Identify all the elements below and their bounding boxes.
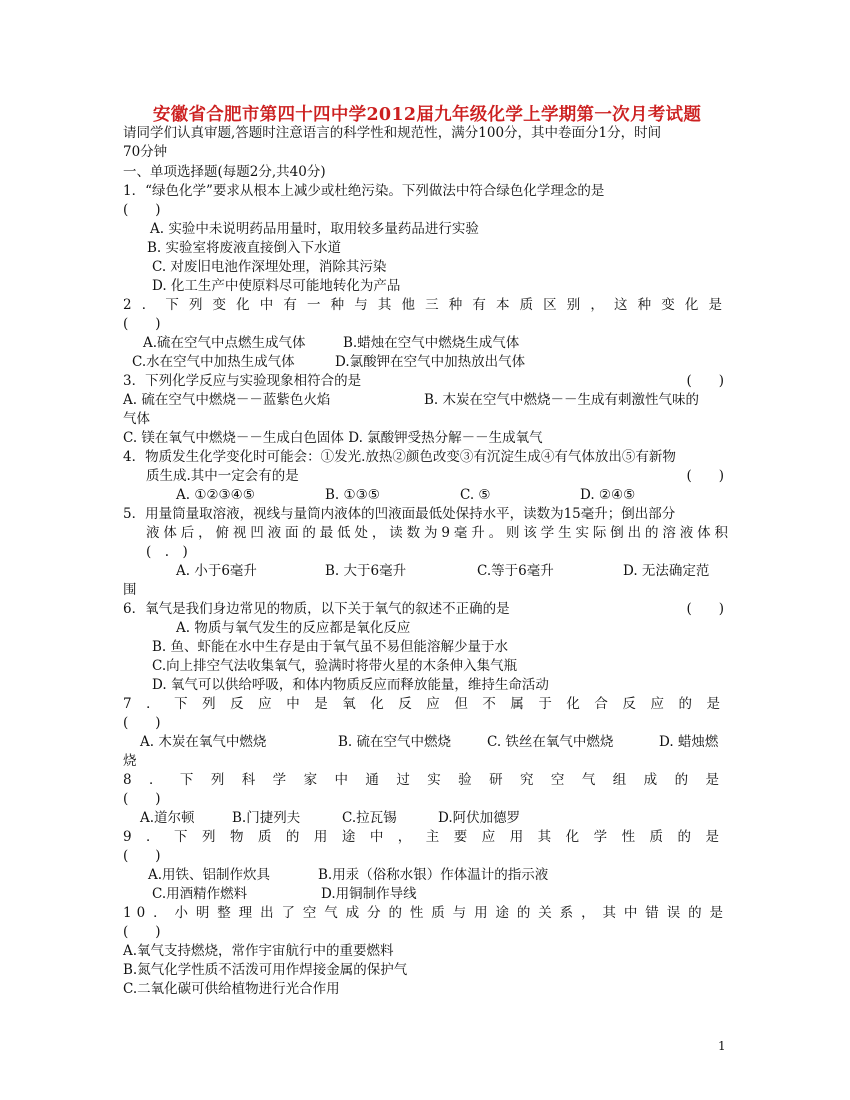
q3-option-b-cont: 气体 <box>123 411 150 427</box>
q7-stem: 7．下列反应中是氧化反应但不属于化合反应的是 <box>123 696 728 712</box>
q2-option-a: A.硫在空气中点燃生成气体 <box>143 335 306 351</box>
q9-options-row2 <box>123 885 728 903</box>
q9-options-row1 <box>123 866 728 884</box>
q2-option-d: D.氯酸钾在空气中加热放出气体 <box>335 354 526 370</box>
q8-options <box>123 809 728 827</box>
q4-stem-1: 4．物质发生化学变化时可能会：①发光.放热②颜色改变③有沉淀生成④有气体放出⑤有新物 <box>123 449 676 465</box>
q10-paren: ( ) <box>123 924 161 940</box>
q7-options-row <box>123 733 728 751</box>
q9-option-b: B.用汞（俗称水银）作体温计的指示液 <box>318 867 549 883</box>
q2-options-row2 <box>123 353 728 371</box>
q1-stem: 1．“绿色化学”要求从根本上减少或杜绝污染。下列做法中符合绿色化学理念的是 <box>123 183 605 199</box>
q2-options-cd <box>123 353 728 371</box>
q5-options <box>123 562 728 580</box>
q5-stem-1: 5．用量筒量取溶液，视线与量筒内液体的凹液面最低处保持水平，读数为15毫升；倒出部分 <box>123 506 676 522</box>
q10-stem: 10．小明整理出了空气成分的性质与用途的关系，其中错误的是 <box>123 905 728 921</box>
q6-paren: ( ) <box>686 601 724 617</box>
q3-stem: 3．下列化学反应与实验现象相符合的是 <box>123 373 362 389</box>
q6-option-c: C.向上排空气法收集氧气，验满时将带火星的木条伸入集气瓶 <box>152 658 518 674</box>
q8-option-a: A.道尔顿 <box>140 810 195 826</box>
q4-options-row <box>123 486 728 504</box>
q7-options <box>123 733 728 751</box>
q4-stem-2: 质生成.其中一定会有的是 <box>146 468 299 484</box>
q7-paren: ( ) <box>123 715 161 731</box>
section-heading: 一、单项选择题(每题2分,共40分) <box>123 164 326 180</box>
q3-options-row1 <box>123 391 728 409</box>
q6-option-d: D. 氧气可以供给呼吸，和体内物质反应而释放能量，维持生命活动 <box>152 677 549 693</box>
q5-option-d: D. 无法确定范 <box>623 563 710 579</box>
q8-option-c: C.拉瓦锡 <box>342 810 397 826</box>
q8-option-d: D.阿伏加德罗 <box>438 810 521 826</box>
q3-row <box>123 372 728 390</box>
q2-options-ab <box>123 334 728 352</box>
q7-option-d-cont: 烧 <box>123 753 137 769</box>
q7-option-c: C. 铁丝在氧气中燃烧 <box>487 734 614 750</box>
q10-option-a: A.氧气支持燃烧，常作宇宙航行中的重要燃料 <box>123 943 394 959</box>
intro-line-2: 70分钟 <box>123 144 168 160</box>
q6-stem: 6．氧气是我们身边常见的物质，以下关于氧气的叙述不正确的是 <box>123 601 510 617</box>
q9-options-cd <box>123 885 728 903</box>
q3-paren: ( ) <box>686 373 724 389</box>
q9-paren: ( ) <box>123 848 161 864</box>
q5-option-c: C.等于6毫升 <box>477 563 554 579</box>
q9-option-d: D.用铜制作导线 <box>321 886 417 902</box>
q2-option-c: C.水在空气中加热生成气体 <box>132 354 295 370</box>
q2-stem: 2．下列变化中有一种与其他三种有本质区别，这种变化是 <box>123 297 728 313</box>
q6-row <box>123 600 728 618</box>
q8-options-row <box>123 809 728 827</box>
q4-option-b: B. ①③⑤ <box>325 487 380 503</box>
q4-option-a: A. ①②③④⑤ <box>176 487 255 503</box>
q5-stem-2: 液体后，俯视凹液面的最低处，读数为9毫升。则该学生实际倒出的溶液体积 <box>146 525 728 541</box>
q7-option-a: A. 木炭在氧气中燃烧 <box>140 734 267 750</box>
q4-paren: ( ) <box>686 468 724 484</box>
q5-option-d-cont: 围 <box>123 582 137 598</box>
q4-option-d: D. ②④⑤ <box>580 487 636 503</box>
q6-option-b: B. 鱼、虾能在水中生存是由于氧气虽不易但能溶解少量于水 <box>152 639 509 655</box>
q10-option-c: C.二氧化碳可供给植物进行光合作用 <box>123 981 340 997</box>
q7-option-b: B. 硫在空气中燃烧 <box>338 734 452 750</box>
q9-stem: 9．下列物质的用途中，主要应用其化学性质的是 <box>123 829 728 845</box>
q4-options <box>123 486 728 504</box>
q2-option-b: B.蜡烛在空气中燃烧生成气体 <box>343 335 520 351</box>
q8-stem: 8．下列科学家中通过实验研究空气组成的是 <box>123 772 728 788</box>
q9-option-a: A.用铁、铝制作炊具 <box>148 867 271 883</box>
q4-row <box>123 467 728 485</box>
q1-option-c: C. 对废旧电池作深埋处理，消除其污染 <box>152 259 387 275</box>
q8-paren: ( ) <box>123 791 161 807</box>
q4-option-c: C. ⑤ <box>460 487 491 503</box>
q1-paren: ( ) <box>123 202 161 218</box>
q6-option-a: A. 物质与氧气发生的反应都是氧化反应 <box>176 620 411 636</box>
q10-option-b: B.氮气化学性质不活泼可用作焊接金属的保护气 <box>123 962 408 978</box>
q1-option-a: A. 实验中未说明药品用量时，取用较多量药品进行实验 <box>150 221 479 237</box>
q7-option-d: D. 蜡烛燃 <box>659 734 719 750</box>
q3-option-b: B. 木炭在空气中燃烧－－生成有刺激性气味的 <box>424 392 700 408</box>
exam-title: 安徽省合肥市第四十四中学2012届九年级化学上学期第一次月考试题 <box>152 105 702 125</box>
q2-options-row1 <box>123 334 728 352</box>
q1-option-d: D. 化工生产中使原料尽可能地转化为产品 <box>152 278 401 294</box>
q5-option-b: B. 大于6毫升 <box>325 563 407 579</box>
q1-option-b: B. 实验室将废液直接倒入下水道 <box>147 240 342 256</box>
q3-options-cd: C. 镁在氧气中燃烧－－生成白色固体 D. 氯酸钾受热分解－－生成氧气 <box>123 430 543 446</box>
q9-options-ab <box>123 866 728 884</box>
q2-paren: ( ) <box>123 316 161 332</box>
q3-option-a: A. 硫在空气中燃烧－－蓝紫色火焰 <box>123 392 331 408</box>
q5-options-row <box>123 562 728 580</box>
q8-option-b: B.门捷列夫 <box>232 810 301 826</box>
q5-option-a: A. 小于6毫升 <box>176 563 257 579</box>
intro-line-1: 请同学们认真审题,答题时注意语言的科学性和规范性，满分100分，其中卷面分1分，时间 <box>123 125 662 141</box>
q3-options-ab <box>123 391 728 409</box>
page-number: 1 <box>718 1039 726 1053</box>
q9-option-c: C.用酒精作燃料 <box>152 886 248 902</box>
q5-paren: ( . ) <box>146 544 188 560</box>
